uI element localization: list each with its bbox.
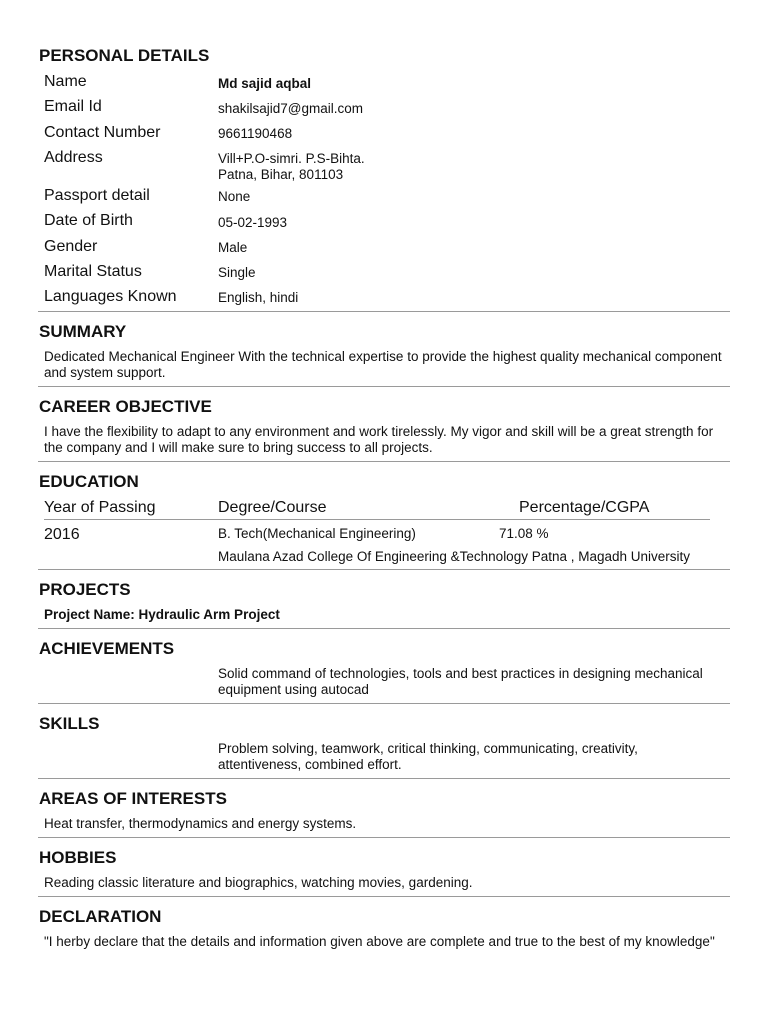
education-header-percentage: Percentage/CGPA	[519, 499, 650, 516]
divider	[38, 703, 730, 704]
achievements-heading: ACHIEVEMENTS	[39, 639, 175, 658]
hobbies-text: Reading classic literature and biographics, watching movies, gardening.	[44, 875, 473, 890]
personal-details-heading: PERSONAL DETAILS	[39, 46, 210, 65]
divider	[38, 569, 730, 570]
career-objective-heading: CAREER OBJECTIVE	[39, 397, 212, 416]
dob-value: 05-02-1993	[218, 215, 288, 230]
education-header-rule	[44, 519, 710, 520]
education-institution: Maulana Azad College Of Engineering &Technology Patna , Magadh University	[218, 549, 691, 564]
education-degree: B. Tech(Mechanical Engineering)	[218, 526, 416, 541]
name-value: Md sajid aqbal	[218, 76, 312, 91]
hobbies-heading: HOBBIES	[39, 848, 117, 867]
name-label: Name	[44, 73, 87, 90]
languages-value: English, hindi	[218, 290, 299, 305]
summary-heading: SUMMARY	[39, 322, 127, 341]
address-label: Address	[44, 149, 103, 166]
declaration-heading: DECLARATION	[39, 907, 162, 926]
education-heading: EDUCATION	[39, 472, 139, 491]
passport-label: Passport detail	[44, 187, 150, 204]
education-year: 2016	[44, 526, 80, 543]
summary-text: Dedicated Mechanical Engineer With the technical expertise to provide the highest quality mechanical component and system support.	[44, 349, 722, 380]
passport-value: None	[218, 189, 251, 204]
achievements-text: Solid command of technologies, tools and best practices in designing mechanical equipment using autocad	[218, 666, 703, 697]
divider	[38, 896, 730, 897]
languages-label: Languages Known	[44, 288, 177, 305]
address-line-2: Patna, Bihar, 801103	[218, 167, 344, 182]
address-line-1: Vill+P.O-simri. P.S-Bihta.	[218, 151, 365, 166]
gender-value: Male	[218, 240, 248, 255]
divider	[38, 837, 730, 838]
declaration-text: "I herby declare that the details and information given above are complete and true to the best of my knowledge"	[44, 934, 715, 949]
divider	[38, 386, 730, 387]
marital-status-label: Marital Status	[44, 263, 142, 280]
email-value: shakilsajid7@gmail.com	[218, 101, 364, 116]
education-header-degree: Degree/Course	[218, 499, 327, 516]
dob-label: Date of Birth	[44, 212, 133, 229]
contact-value: 9661190468	[218, 126, 293, 141]
gender-label: Gender	[44, 238, 98, 255]
education-percentage: 71.08 %	[499, 526, 549, 541]
career-objective-text: I have the flexibility to adapt to any environment and work tirelessly. My vigor and skill will be a great strength for the company and I will make sure to bring success to all projects.	[44, 424, 714, 455]
project-name: Project Name: Hydraulic Arm Project	[44, 607, 280, 622]
divider	[38, 778, 730, 779]
divider	[38, 311, 730, 312]
divider	[38, 628, 730, 629]
projects-heading: PROJECTS	[39, 580, 131, 599]
areas-of-interests-heading: AREAS OF INTERESTS	[39, 789, 227, 808]
divider	[38, 461, 730, 462]
marital-status-value: Single	[218, 265, 256, 280]
skills-heading: SKILLS	[39, 714, 100, 733]
areas-of-interests-text: Heat transfer, thermodynamics and energy systems.	[44, 816, 357, 831]
education-header-year: Year of Passing	[44, 499, 156, 516]
contact-label: Contact Number	[44, 124, 161, 141]
email-label: Email Id	[44, 98, 102, 115]
skills-text: Problem solving, teamwork, critical thinking, communicating, creativity, attentiveness, combined effort.	[218, 741, 638, 772]
